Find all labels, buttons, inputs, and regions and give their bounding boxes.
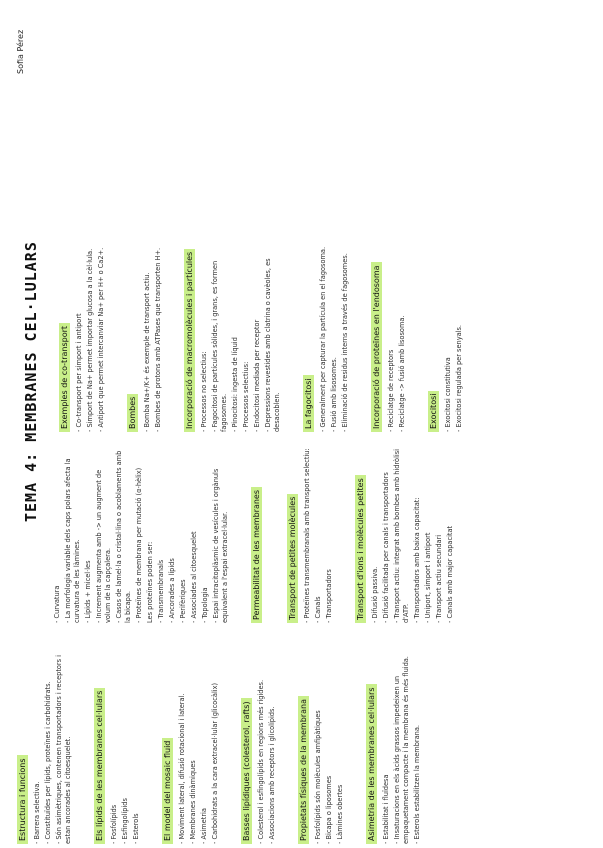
note-line: - Làmines obertes xyxy=(336,784,344,844)
note-line: - Estabilitat i fluïdesa xyxy=(382,774,390,844)
note-line: - Canals xyxy=(314,596,322,623)
note-line: - Increment augmenta amb -> un augment de volum de la capçalera. xyxy=(95,469,112,623)
note-line: - Associacions amb receptors i glicolípids. xyxy=(268,706,276,844)
section-header: El model del mosaic fluid xyxy=(162,738,173,844)
section-header: La fagocitosi xyxy=(303,375,314,432)
note-section xyxy=(155,654,220,844)
note-line: - Exocitosi regulada per senyals. xyxy=(455,324,463,432)
note-line: - Endocitosi mediada per receptor xyxy=(253,319,261,432)
section-header: Asimetria de les membranes cel·lulars xyxy=(366,684,377,844)
section-header: Bombes xyxy=(127,394,138,432)
note-line: - Bicapa o liposomes xyxy=(325,775,333,844)
note-line: - Uniport, simport i antiport xyxy=(424,532,432,623)
note-line: - Proteïnes de membrana per mutació (α-hèlix) xyxy=(135,467,143,623)
note-section xyxy=(120,222,163,432)
note-line: - Generalment per capturar la partícula en el fagosoma. xyxy=(319,246,327,432)
note-line: - Exocitosi constitutiva xyxy=(444,357,452,432)
note-line: - Bombes de protons amb ATPases que transporten H+. xyxy=(154,247,162,432)
note-line: - Asimetria xyxy=(200,808,208,844)
note-line: - Topologia xyxy=(201,587,209,623)
note-line: - Perifèriques xyxy=(179,579,187,623)
note-line: - Barrera selectiva. xyxy=(33,781,41,844)
note-line: - Difusió passiva. xyxy=(371,566,379,623)
note-line: - La morfologia variable dels caps polars afecta la curvatura de les làmines. xyxy=(64,458,81,623)
note-line: - Constituïdes per lípids, proteïnes i carbohidrats. xyxy=(44,681,52,844)
note-section xyxy=(177,222,282,432)
note-line: - Canals amb major capacitat xyxy=(446,525,454,623)
note-line: - Insaturacions en els àcids grassos impedeixen un empaquetament compacte i la membrana és més fluida. xyxy=(393,656,410,844)
note-line: - Colesterol i esfingolípids en regions més rígides. xyxy=(257,679,265,844)
note-line: Les proteïnes poden ser: xyxy=(146,541,154,623)
note-line: - Pinocitosi: ingesta de líquid xyxy=(231,337,239,432)
section-header: Incorporació de proteïnes en l'endosoma xyxy=(371,262,382,432)
note-section xyxy=(291,654,345,844)
note-line: - Reciclatge -> fusió amb lisosoma. xyxy=(398,315,406,432)
note-line: - Esterols estabilitzen la membrana. xyxy=(413,725,421,844)
note-line: - Fosfolípids són molècules amfipàtiques xyxy=(314,710,322,844)
notes-column-2 xyxy=(52,448,469,623)
section-header: Permeabilitat de les membranes xyxy=(251,487,262,623)
note-section xyxy=(359,654,422,844)
note-line: - Lípids + micel·les xyxy=(84,560,92,623)
section-header: Els lípids de les membranes cel·lulars xyxy=(94,688,105,844)
note-line: - Processos selectius: xyxy=(242,361,250,432)
note-section xyxy=(280,448,334,623)
section-header: Transport de petites molècules xyxy=(287,494,298,623)
note-line: - Difusió facilitada per canals i transportadors xyxy=(382,472,390,623)
note-line: - Transport actiu: integrat amb bombes amb hidròlisi d'ATP. xyxy=(393,449,410,623)
note-section xyxy=(364,222,407,432)
note-line: - Simport de Na+ permet importar glucosa a la cèl·lula. xyxy=(86,248,94,432)
author-name: Sofia Pérez xyxy=(16,29,25,74)
note-section xyxy=(421,222,464,432)
note-line: - Fusió amb lisosomes. xyxy=(330,357,338,432)
note-line: - Reciclatge de receptors xyxy=(387,349,395,432)
note-line: - Proteïnes transmembranals amb transport selectiu: xyxy=(303,448,311,623)
note-line: - Ancorades a lípids xyxy=(168,558,176,623)
note-section xyxy=(234,654,277,844)
note-section xyxy=(87,654,141,844)
note-line: - Processos no selectius: xyxy=(200,351,208,432)
section-header: Estructura i funcions xyxy=(17,755,28,844)
note-line: - Transport actiu secundari xyxy=(435,534,443,623)
note-line: - Transportadors amb baixa capacitat: xyxy=(413,497,421,623)
note-section xyxy=(296,222,350,432)
page-title: TEMA 4: MEMBRANES CEL·LULARS xyxy=(22,241,40,522)
note-line: - Transmembranals xyxy=(157,559,165,623)
note-line: - Bomba Na+/K+ és exemple de transport actiu. xyxy=(143,272,151,432)
note-line: - Curvatura xyxy=(53,585,61,623)
note-line: - Associades al citoesquelet xyxy=(190,531,198,623)
note-line: - Esterols xyxy=(132,813,140,844)
note-line: - Espai intracitoplàsmic de vesícules i orgànuls equivalent a l'espai extracel·lular. xyxy=(212,468,229,623)
note-line: - Membranes dinàmiques xyxy=(189,760,197,844)
section-header: Basses lipídiques (colesterol, rafts) xyxy=(241,698,252,844)
note-line: - Són asimètriques, contenen transportadors i receptors i estan ancorades al citoesquelet. xyxy=(55,654,72,844)
note-line: - Carbohidrats a la cara extracel·lular (glicocàlix) xyxy=(211,682,219,844)
notes-column-3 xyxy=(52,222,478,432)
note-line: - Depressions revestides amb clatrina o cavèoles, es desacoblen. xyxy=(264,258,281,432)
note-line: - Co-transport per simport i antiport xyxy=(75,313,83,432)
section-header: Incorporació de macromolècules i partícules xyxy=(184,249,195,432)
section-header: Transport d'ions i molècules petites xyxy=(355,475,366,623)
note-line: - Casos de lamel·la o cristal·lina o acoblaments amb la bicapa. xyxy=(115,450,132,623)
section-header: Exocitosi xyxy=(428,391,439,432)
note-line: - Transportadors xyxy=(325,569,333,623)
note-line: - Esfingolípids xyxy=(121,798,129,844)
note-section xyxy=(10,654,73,844)
note-line: - Eliminació de residus interns a través de fagosomes. xyxy=(341,253,349,432)
note-line: - Antiport que permet intercanviar Na+ per H+ o Ca2+. xyxy=(97,247,105,432)
notes-column-1 xyxy=(10,654,436,844)
note-line: - Fagocitosi de partícules sòlides, i grans, es formen fagosomes. xyxy=(211,260,228,432)
note-line: - Fosfolípids xyxy=(110,804,118,844)
note-section xyxy=(52,222,106,432)
note-section xyxy=(348,448,455,623)
section-header: Exemples de co-transport xyxy=(59,323,70,432)
note-line: - Moviment lateral, difusió rotacional i lateral. xyxy=(178,693,186,844)
note-section xyxy=(53,448,230,623)
section-header: Propietats físiques de la membrana xyxy=(298,696,309,844)
note-section xyxy=(244,448,266,623)
